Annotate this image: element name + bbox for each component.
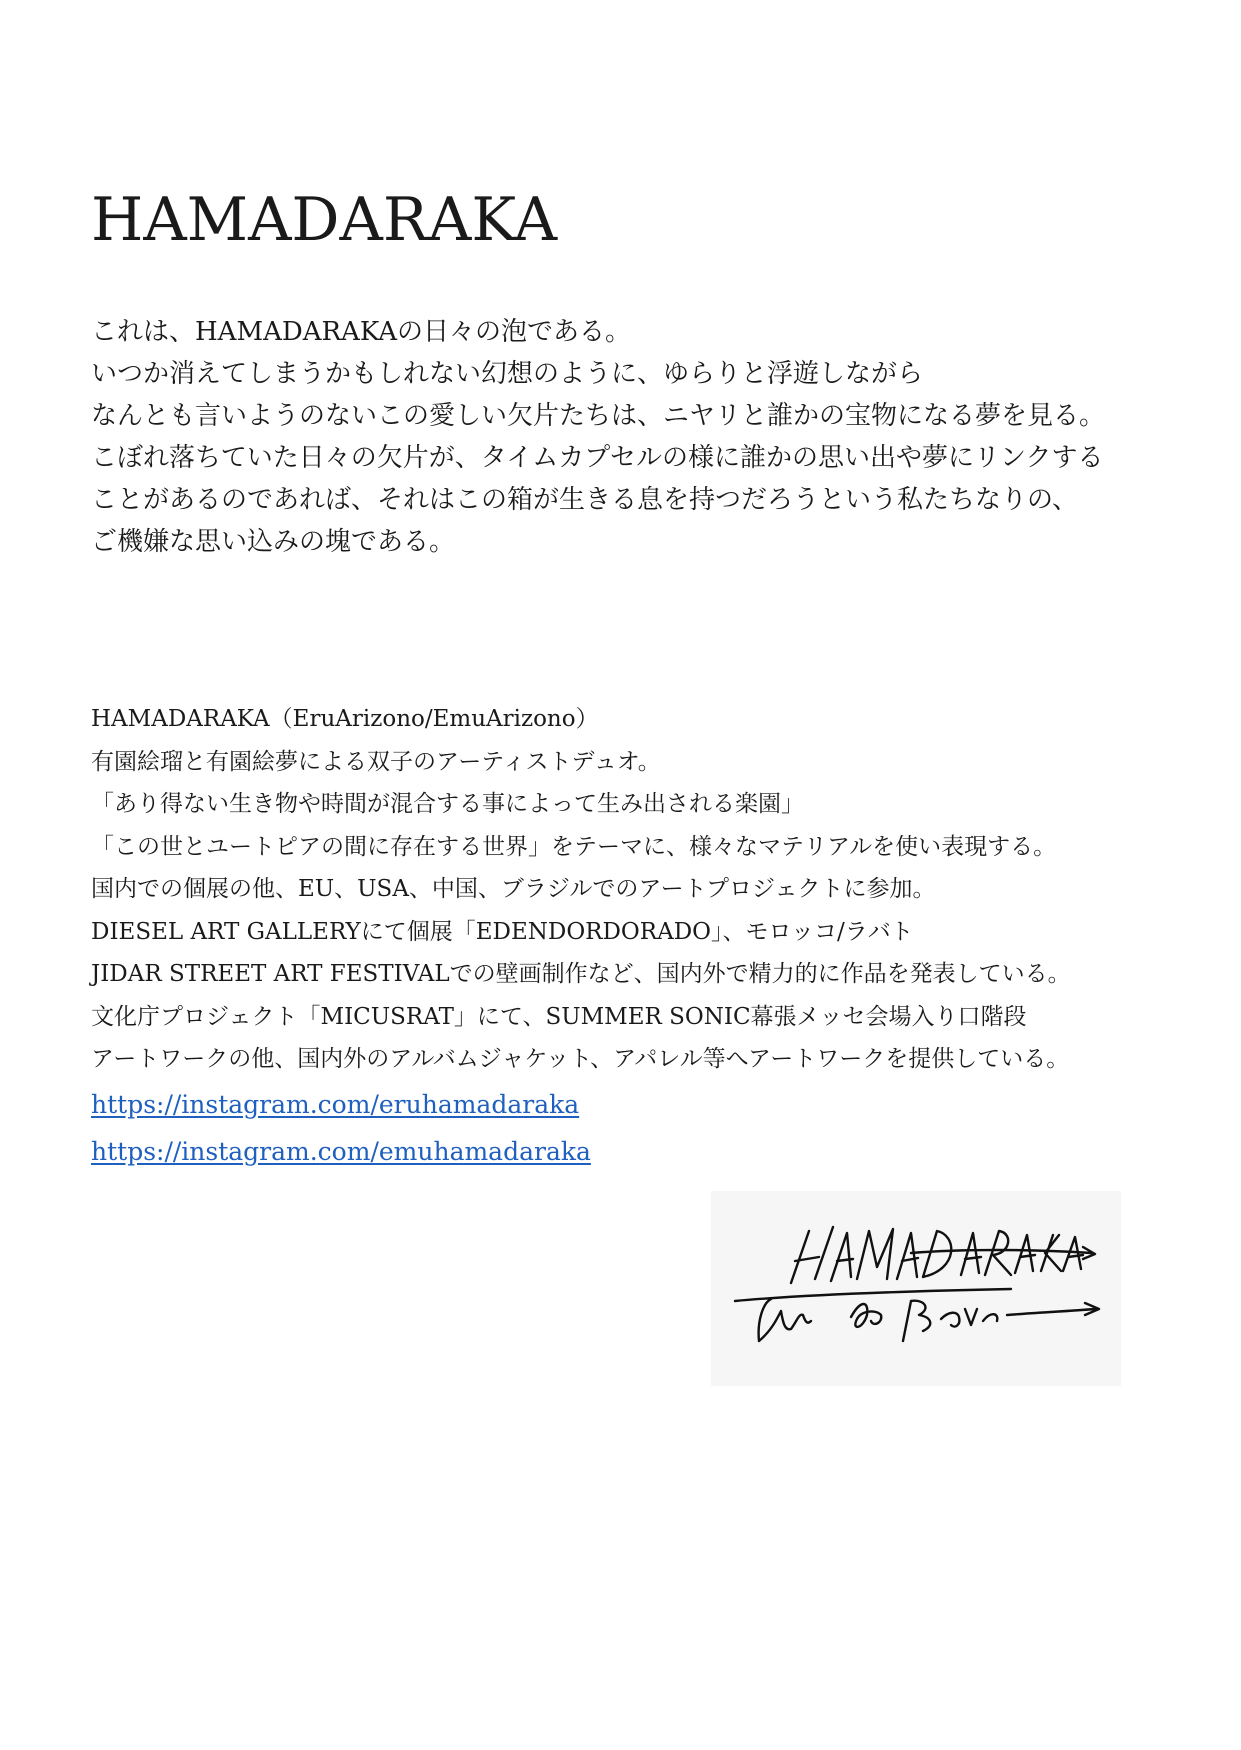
intro-line: いつか消えてしまうかもしれない幻想のように、ゆらりと浮遊しながら — [91, 359, 924, 389]
signature-image — [711, 1191, 1121, 1386]
intro-line: なんとも言いようのないこの愛しい欠片たちは、ニヤリと誰かの宝物になる夢を見る。 — [91, 401, 1106, 431]
handwritten-signature — [711, 1191, 1121, 1386]
intro-line: ご機嫌な思い込みの塊である。 — [91, 527, 456, 557]
page-title: HAMADARAKA — [91, 185, 558, 255]
instagram-link-emu[interactable]: https://instagram.com/emuhamadaraka — [91, 1136, 591, 1166]
bio-line: 文化庁プロジェクト「MICUSRAT」にて、SUMMER SONIC幕張メッセ会場入り口階段 — [91, 1003, 1027, 1030]
bio-line: JIDAR STREET ART FESTIVALでの壁画制作など、国内外で精力的に作品を発表している。 — [91, 961, 1071, 987]
intro-line: ことがあるのであれば、それはこの箱が生きる息を持つだろうという私たちなりの、 — [91, 485, 1078, 515]
bio-line: 「あり得ない生き物や時間が混合する事によって生み出される楽園」 — [91, 791, 804, 817]
intro-line: これは、HAMADARAKAの日々の泡である。 — [91, 317, 631, 347]
bio-line: DIESEL ART GALLERYにて個展「EDENDORDORADO」、モロッコ/ラバト — [91, 918, 914, 945]
bio-line: 有園絵瑠と有園絵夢による双子のアーティストデュオ。 — [91, 748, 661, 775]
artist-bio — [91, 698, 1191, 1175]
bio-line: 国内での個展の他、EU、USA、中国、ブラジルでのアートプロジェクトに参加。 — [91, 876, 936, 902]
instagram-link-eru[interactable]: https://instagram.com/eruhamadaraka — [91, 1089, 580, 1119]
bio-heading: HAMADARAKA（EruArizono/EmuArizono） — [91, 706, 599, 732]
intro-line: こぼれ落ちていた日々の欠片が、タイムカプセルの様に誰かの思い出や夢にリンクする — [91, 443, 1104, 473]
intro-paragraph — [91, 311, 1191, 563]
bio-line: アートワークの他、国内外のアルバムジャケット、アパレル等へアートワークを提供している。 — [91, 1046, 1070, 1072]
bio-line: 「この世とユートピアの間に存在する世界」をテーマに、様々なマテリアルを使い表現する。 — [91, 833, 1057, 860]
